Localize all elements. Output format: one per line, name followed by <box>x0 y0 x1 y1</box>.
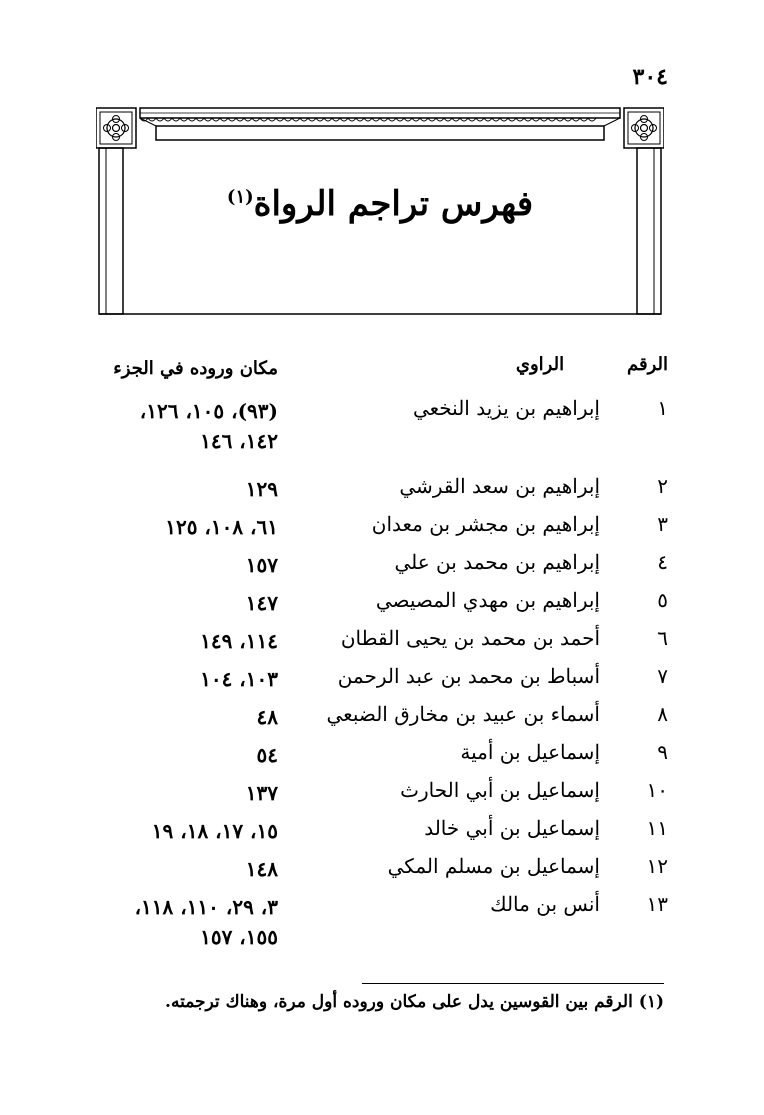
page-references-line: ١٣٧ <box>245 781 278 805</box>
row-number: ٤ <box>657 550 668 574</box>
row-number: ٢ <box>657 474 668 498</box>
narrator-name: إبراهيم بن يزيد النخعي <box>412 396 600 420</box>
page-references <box>98 626 278 656</box>
page-references-line: ١٤٢، ١٤٦ <box>200 429 278 453</box>
page-references <box>98 816 278 846</box>
page-references <box>98 512 278 542</box>
row-number: ٧ <box>657 664 668 688</box>
row-number: ٦ <box>657 626 668 650</box>
page-title <box>96 184 664 224</box>
row-number: ١٠ <box>646 778 668 802</box>
title-frame <box>96 100 664 316</box>
page-number: ٣٠٤ <box>632 64 668 90</box>
table-row <box>0 664 764 702</box>
narrator-name: إبراهيم بن سعد القرشي <box>399 474 600 498</box>
table-body <box>0 396 764 970</box>
table-row <box>0 474 764 512</box>
page-references <box>98 778 278 808</box>
page-references-line: ١٢٩ <box>245 477 278 501</box>
row-number: ٥ <box>657 588 668 612</box>
header-location: مكان وروده في الجزء <box>113 358 278 379</box>
row-number: ١ <box>657 396 668 420</box>
table-row <box>0 396 764 474</box>
footnote: (١) الرقم بين القوسين يدل على مكان وروده أول مرة، وهناك ترجمته. <box>165 992 664 1012</box>
table-row <box>0 702 764 740</box>
page-references-line: ٤٨ <box>256 705 278 729</box>
footnote-divider <box>362 983 664 984</box>
table-row <box>0 588 764 626</box>
row-number: ١٣ <box>646 892 668 916</box>
row-number: ١٢ <box>646 854 668 878</box>
page-references <box>98 396 278 456</box>
page-references-line: ١٥٥، ١٥٧ <box>200 925 278 949</box>
page-references-line: ١١٤، ١٤٩ <box>200 629 278 653</box>
table-row <box>0 778 764 816</box>
page-references <box>98 588 278 618</box>
narrator-name: إبراهيم بن مهدي المصيصي <box>375 588 600 612</box>
table-row <box>0 816 764 854</box>
table-row <box>0 550 764 588</box>
table-row <box>0 892 764 970</box>
row-number: ١١ <box>646 816 668 840</box>
header-number: الرقم <box>626 354 668 375</box>
table-row <box>0 740 764 778</box>
narrator-name: أنس بن مالك <box>490 892 600 916</box>
table-row <box>0 854 764 892</box>
narrator-name: إسماعيل بن أبي خالد <box>424 816 600 840</box>
page-references-line: ١٤٨ <box>245 857 278 881</box>
page-references-line: ٦١، ١٠٨، ١٢٥ <box>165 515 278 539</box>
narrator-name: إبراهيم بن مجشر بن معدان <box>371 512 600 536</box>
page-references-line: ٥٤ <box>256 743 278 767</box>
page-references-line: ١٤٧ <box>245 591 278 615</box>
page-references <box>98 740 278 770</box>
page-references <box>98 854 278 884</box>
narrator-name: إبراهيم بن محمد بن علي <box>394 550 600 574</box>
row-number: ٨ <box>657 702 668 726</box>
page-references-line: ١٥، ١٧، ١٨، ١٩ <box>151 819 278 843</box>
page-references-line: ١٠٣، ١٠٤ <box>200 667 278 691</box>
row-number: ٩ <box>657 740 668 764</box>
table-row <box>0 626 764 664</box>
table-row <box>0 512 764 550</box>
narrator-name: أحمد بن محمد بن يحيى القطان <box>340 626 600 650</box>
row-number: ٣ <box>657 512 668 536</box>
title-text: فهرس تراجم الرواة <box>253 184 534 224</box>
page-references-line: ١٥٧ <box>245 553 278 577</box>
header-narrator: الراوي <box>515 354 565 375</box>
title-footnote-marker: (١) <box>226 186 254 208</box>
page-references-line: ٣، ٢٩، ١١٠، ١١٨، <box>134 895 278 919</box>
narrator-name: أسماء بن عبيد بن مخارق الضبعي <box>326 702 600 726</box>
table-header <box>0 354 764 396</box>
narrators-index-table <box>0 354 764 970</box>
narrator-name: إسماعيل بن أمية <box>460 740 600 764</box>
page-references <box>98 892 278 952</box>
page-references-line: (٩٣)، ١٠٥، ١٢٦، <box>139 399 278 423</box>
narrator-name: إسماعيل بن مسلم المكي <box>387 854 600 878</box>
narrator-name: أسباط بن محمد بن عبد الرحمن <box>337 664 600 688</box>
page-references <box>98 474 278 504</box>
page-references <box>98 550 278 580</box>
page-references <box>98 702 278 732</box>
page-references <box>98 664 278 694</box>
narrator-name: إسماعيل بن أبي الحارث <box>400 778 600 802</box>
